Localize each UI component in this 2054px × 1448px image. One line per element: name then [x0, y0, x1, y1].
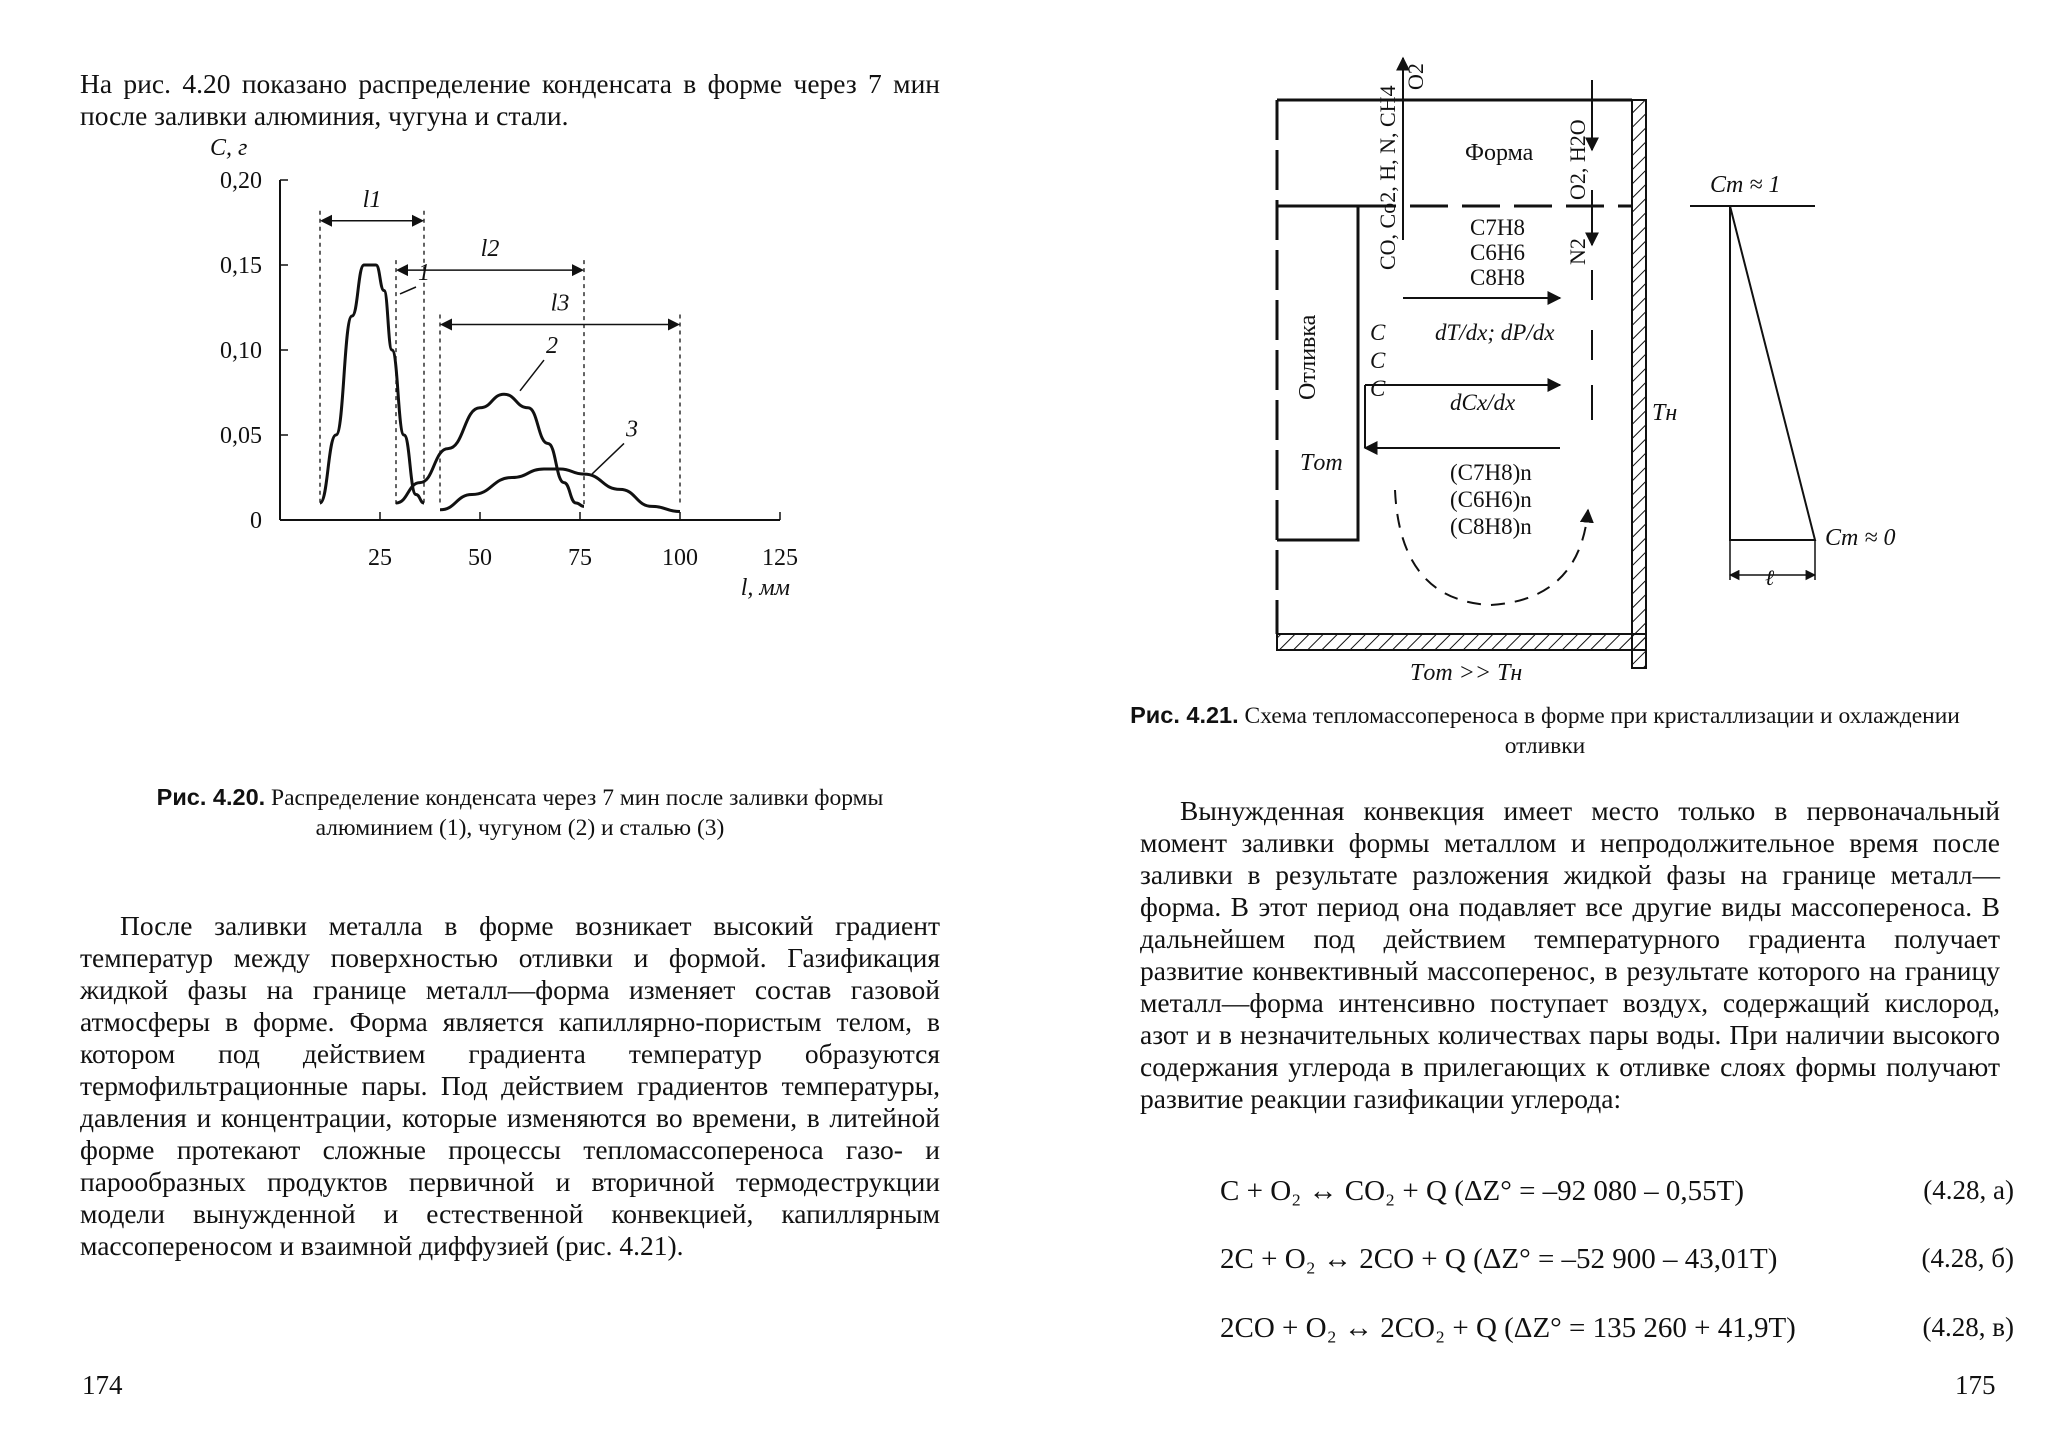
caption-text-right: Схема тепломассопереноса в форме при кристаллизации и охлаждении отливки	[1238, 703, 1960, 759]
equation-row-c	[1040, 1312, 2054, 1348]
body-paragraph-right: Вынужденная конвекция имеет место только в первоначальный момент заливки формы металлом и непродолжительное время после заливки в результате разложения жидкой фазы на границе металл—форма. В этот период она подавляет все другие виды массопереноса. В дальнейшем под действием температурного градиента получает развитие конвективный массоперенос, в результате которого на границу металл—форма интенсивно поступает воздух, содержащий кислород, азот и в незначительных количествах пары воды. При наличии высокого содержания углерода в прилегающих к отливке слоях формы получают развитие реакции газификации углерода:	[1140, 795, 2000, 1114]
series-leader-line	[400, 287, 416, 294]
x-tick-label: 50	[468, 545, 492, 571]
o2-top-label: O2	[1403, 63, 1428, 90]
mold-label: Форма	[1465, 140, 1534, 166]
interval-arrowhead-left	[320, 215, 332, 227]
x-tick-label: 100	[662, 545, 698, 571]
gases-down-label: O2, H2O	[1565, 119, 1590, 200]
body-paragraph-left: После заливки металла в форме возникает высокий градиент температур между поверхностью отливки и формой. Газификация жидкой фазы на границе металл—форма изменяет состав газовой атмосферы в форме. Форма является капиллярно-пористым телом, в котором под действием градиента температур образуются термофильтрационные пары. Под действием градиентов температуры, давления и концентрации, которые изменяются во времени, в литейной форме протекают сложные процессы тепломассопереноса газо- и парообразных продуктов первичной и вторичной термодеструкции модели вынужденной и естественной конвекцией, капиллярным массопереносом и взаимной диффузией (рис. 4.21).	[80, 910, 940, 1261]
y-tick-label: 0,20	[220, 168, 262, 194]
interval-label: l3	[550, 290, 570, 317]
interval-label: l2	[480, 236, 500, 263]
series-label: 3	[626, 416, 638, 443]
equation-row-b	[1040, 1243, 2054, 1279]
figure-4-20-caption	[130, 782, 910, 843]
hydrocarbon-1: C7H8	[1470, 215, 1525, 240]
t-mold-label: Tн	[1652, 400, 1678, 426]
carbon-letter-3: C	[1370, 376, 1386, 401]
hydrocarbon-3: C8H8	[1470, 265, 1525, 290]
page-number-right: 175	[1955, 1370, 1996, 1400]
carbon-letter-1: C	[1370, 320, 1386, 345]
interval-arrowhead-left	[396, 264, 408, 276]
casting-label: Отливка	[1295, 314, 1321, 400]
polymer-3: (C8H8)n	[1450, 514, 1532, 539]
gases-up-label: CO, Co2, H, N, CH4	[1375, 85, 1400, 270]
interval-label: l1	[362, 186, 382, 213]
right-page	[1040, 0, 2054, 1448]
equation-c-number: (4.28, в)	[1922, 1312, 2014, 1342]
interval-arrowhead-right	[572, 264, 584, 276]
gradient-label: dT/dx; dP/dx	[1435, 320, 1555, 345]
left-page	[0, 0, 1010, 1448]
equation-a: C + O₂ ↔ CO₂ + Q (ΔZ° = –92 080 – 0,55T)	[1220, 1175, 1745, 1207]
x-tick-label: 125	[762, 545, 798, 571]
y-tick-label: 0	[250, 508, 262, 534]
equation-row-a	[1040, 1175, 2054, 1211]
concentration-gradient-label: dCx/dx	[1450, 390, 1516, 415]
equation-b-number: (4.28, б)	[1921, 1243, 2014, 1273]
temperature-relation: Tот >> Tн	[1410, 660, 1523, 686]
y-tick-label: 0,10	[220, 338, 262, 364]
caption-label-right: Рис. 4.21.	[1130, 702, 1239, 728]
figure-4-21-caption	[1120, 700, 1970, 761]
intro-paragraph: На рис. 4.20 показано распределение конденсата в форме через 7 мин после заливки алюминия, чугуна и стали.	[80, 68, 940, 131]
series-label: 1	[418, 260, 430, 286]
caption-label: Рис. 4.20.	[156, 784, 266, 810]
hydrocarbon-2: C6H6	[1470, 240, 1525, 265]
concentration-triangle	[1730, 206, 1815, 540]
y-tick-label: 0,15	[220, 253, 262, 279]
interval-arrowhead-right	[668, 319, 680, 331]
x-tick-label: 75	[568, 545, 592, 571]
t-casting-label: Tот	[1300, 450, 1343, 476]
interval-arrowhead-left	[440, 319, 452, 331]
page-number-left: 174	[82, 1370, 123, 1400]
carbon-letter-2: C	[1370, 348, 1386, 373]
mold-right-wall	[1632, 100, 1646, 668]
series-label: 2	[546, 333, 558, 360]
n2-label: N2	[1565, 238, 1590, 265]
caption-text: Распределение конденсата через 7 мин после заливки формы алюминием (1), чугуном (2) и сталью (3)	[265, 785, 884, 841]
c-top-label: Cт ≈ 1	[1710, 172, 1781, 198]
equation-b: 2C + O₂ ↔ 2CO + Q (ΔZ° = –52 900 – 43,01T)	[1220, 1243, 1778, 1275]
x-tick-label: 25	[368, 545, 392, 571]
y-axis-label: С, г	[210, 135, 248, 161]
polymer-2: (C6H6)n	[1450, 487, 1532, 512]
length-label: ℓ	[1765, 565, 1775, 590]
x-axis-label: l, мм	[740, 575, 790, 601]
series-curve-1	[320, 265, 424, 503]
interval-arrowhead-right	[412, 215, 424, 227]
condensate-chart	[180, 135, 830, 605]
c-bottom-label: Cт ≈ 0	[1825, 525, 1896, 551]
series-leader-line	[520, 360, 544, 391]
equation-a-number: (4.28, а)	[1923, 1175, 2014, 1205]
equation-c: 2CO + O₂ ↔ 2CO₂ + Q (ΔZ° = 135 260 + 41,9T)	[1220, 1312, 1796, 1344]
polymer-1: (C7H8)n	[1450, 460, 1532, 485]
mold-bottom-wall	[1277, 634, 1646, 650]
heat-mass-transfer-diagram	[1040, 40, 2054, 690]
series-leader-line	[592, 443, 624, 474]
y-tick-label: 0,05	[220, 423, 262, 449]
